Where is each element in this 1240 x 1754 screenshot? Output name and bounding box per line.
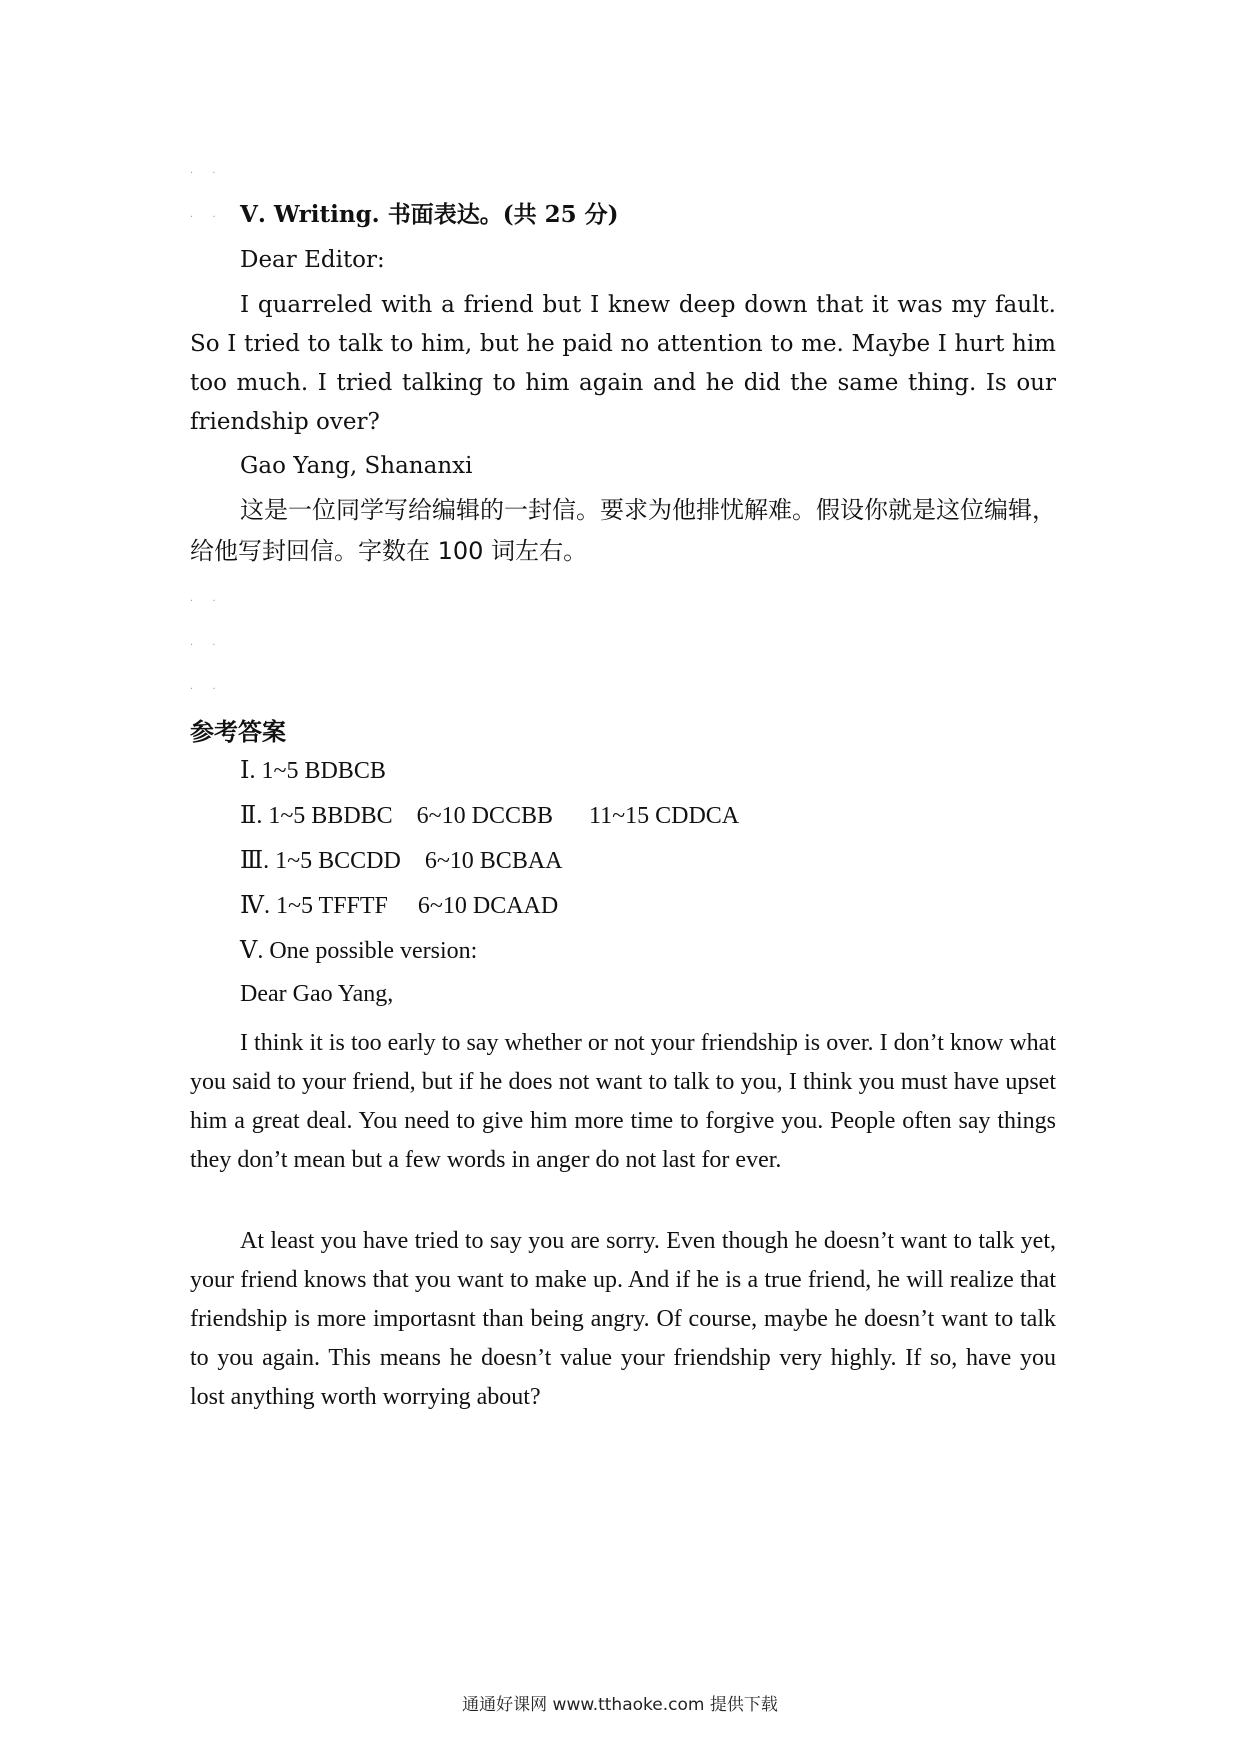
writing-instruction: 这是一位同学写给编辑的一封信。要求为他排忧解难。假设你就是这位编辑，给他写封回信。字数在 100 词左右。: [190, 496, 1056, 565]
answer-row: Ⅱ. 1~5 BBDBC 6~10 DCCBB 11~15 CDDCA: [240, 803, 740, 829]
paragraph-mark: · ·: [190, 212, 224, 223]
reply-paragraph-1: I think it is too early to say whether or not your friendship is over. I don’t know what you said to your friend, but if he does not want to talk to you, I think you must have upset him a great deal. You need to give him more time to forgive you. People often say things they don’t mean but a few words in anger do not last for ever.: [190, 1030, 1056, 1173]
section-heading: Ⅴ. Writing. 书面表达。(共 25 分): [240, 201, 619, 228]
reply-paragraph-2: At least you have tried to say you are sorry. Even though he doesn’t want to talk yet, your friend knows that you want to make up. And if he is a true friend, he will realize that friendship is more importasnt than being angry. Of course, maybe he doesn’t want to talk to you again. This means he doesn’t value your friendship very highly. If so, have you lost anything worth worrying about?: [190, 1228, 1056, 1410]
answer-row: Ⅴ. One possible version:: [240, 938, 478, 964]
letter-body: I quarreled with a friend but I knew deep down that it was my fault. So I tried to talk to him, but he paid no attention to me. Maybe I hurt him too much. I tried talking to him again and he did the same thing. Is our friendship over?: [190, 292, 1056, 435]
answer-row: Ⅰ. 1~5 BDBCB: [240, 758, 386, 784]
letter-signature: Gao Yang, Shananxi: [240, 453, 473, 479]
paragraph-mark: · ·: [190, 596, 224, 607]
reply-salutation: Dear Gao Yang,: [240, 981, 394, 1007]
paragraph-mark: · ·: [190, 168, 224, 179]
answers-title: 参考答案: [190, 718, 286, 746]
paragraph-mark: · ·: [190, 640, 224, 651]
letter-salutation: Dear Editor:: [240, 247, 385, 273]
answer-row: Ⅳ. 1~5 TFFTF 6~10 DCAAD: [240, 893, 559, 919]
answer-row: Ⅲ. 1~5 BCCDD 6~10 BCBAA: [240, 848, 563, 874]
page-footer: 通通好课网 www.tthaoke.com 提供下载: [462, 1695, 778, 1715]
paragraph-mark: · ·: [190, 684, 224, 695]
